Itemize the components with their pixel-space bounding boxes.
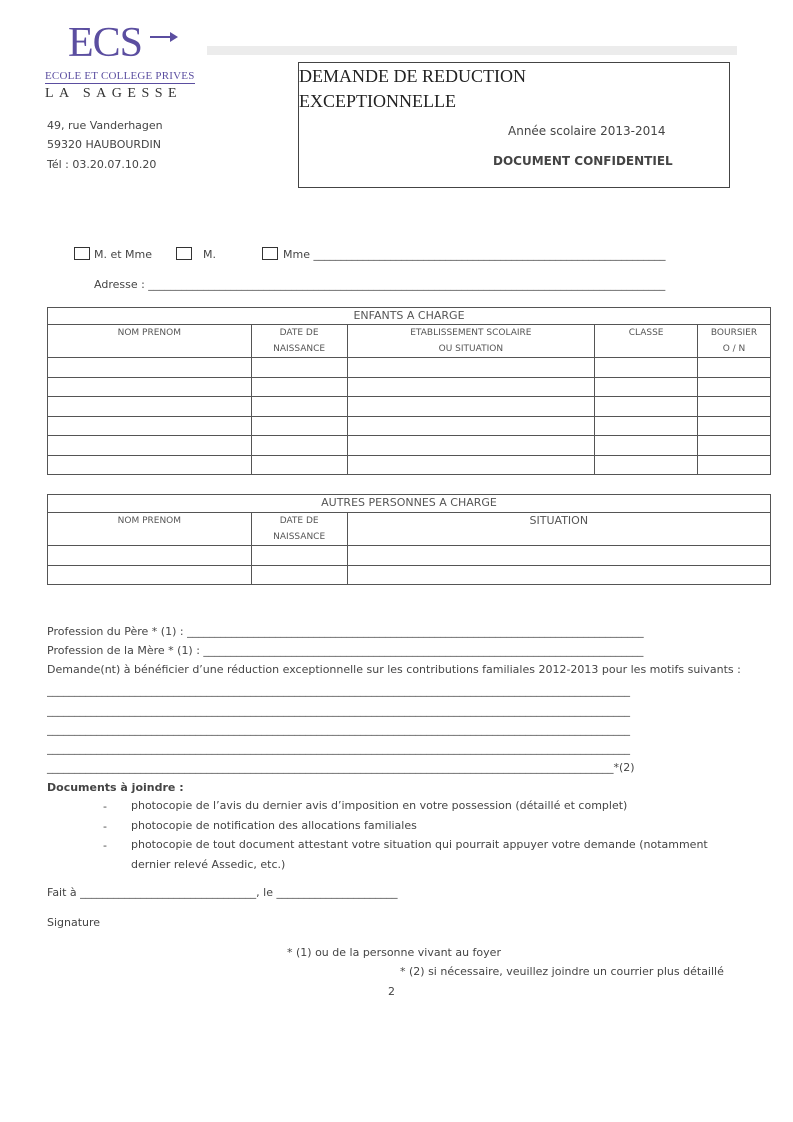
table-cell[interactable] — [347, 417, 595, 436]
others-col-date-naissance — [251, 513, 347, 546]
table-cell[interactable] — [347, 397, 595, 417]
header-bar — [207, 46, 737, 55]
table-cell[interactable] — [48, 378, 252, 397]
col-boursier-line1: BOURSIER — [710, 328, 758, 338]
table-row — [48, 358, 771, 378]
table-cell[interactable] — [595, 397, 698, 417]
footnote-1: * (1) ou de la personne vivant au foyer — [287, 946, 501, 959]
col-etab-line1: ETABLISSEMENT SCOLAIRE — [410, 328, 532, 338]
table-cell[interactable] — [595, 417, 698, 436]
table-cell[interactable] — [251, 358, 347, 378]
document-item-1: photocopie de l’avis du dernier avis d’imposition en votre possession (détaillé et complet) — [131, 799, 628, 812]
field-mme[interactable]: Mme ________________________________________________________________ — [283, 248, 666, 261]
label-m: M. — [203, 248, 216, 261]
reason-line-4[interactable]: __________________________________________________________________________________________________________ — [47, 742, 630, 755]
children-table-title: ENFANTS A CHARGE — [48, 308, 771, 325]
signature-label: Signature — [47, 916, 101, 929]
others-table-title: AUTRES PERSONNES A CHARGE — [48, 495, 771, 513]
col-nom-prenom: NOM PRENOM — [48, 325, 252, 358]
father-profession-field[interactable]: Profession du Père * (1) : ___________________________________________________________________________________ — [47, 625, 644, 638]
table-cell[interactable] — [698, 436, 771, 456]
school-year: Année scolaire 2013-2014 — [508, 124, 666, 138]
table-cell[interactable] — [698, 378, 771, 397]
others-col-situation: SITUATION — [347, 513, 770, 546]
table-cell[interactable] — [251, 436, 347, 456]
others-col-date-line1: DATE DE — [279, 516, 319, 526]
table-cell[interactable] — [347, 358, 595, 378]
table-cell[interactable] — [698, 358, 771, 378]
table-cell[interactable] — [698, 417, 771, 436]
field-address[interactable]: Adresse : ______________________________________________________________________________________________ — [94, 278, 666, 291]
bullet-dash: - — [103, 800, 107, 813]
table-cell[interactable] — [48, 397, 252, 417]
logo-subname: LA SAGESSE — [45, 86, 183, 101]
table-cell[interactable] — [698, 456, 771, 475]
bullet-dash: - — [103, 820, 107, 833]
footnote-2: * (2) si nécessaire, veuillez joindre un courrier plus détaillé — [400, 965, 724, 978]
table-cell[interactable] — [347, 378, 595, 397]
table-cell[interactable] — [347, 456, 595, 475]
col-classe: CLASSE — [595, 325, 698, 358]
table-cell[interactable] — [595, 456, 698, 475]
table-row — [48, 397, 771, 417]
table-cell[interactable] — [48, 456, 252, 475]
address-city: 59320 HAUBOURDIN — [47, 138, 161, 151]
page-title: DEMANDE DE REDUCTION EXCEPTIONNELLE — [299, 66, 526, 111]
table-cell[interactable] — [595, 358, 698, 378]
table-row — [48, 436, 771, 456]
reason-line-3[interactable]: __________________________________________________________________________________________________________ — [47, 723, 630, 736]
table-cell[interactable] — [48, 436, 252, 456]
address-street: 49, rue Vanderhagen — [47, 119, 163, 132]
table-cell[interactable] — [347, 566, 770, 585]
table-cell[interactable] — [595, 436, 698, 456]
reason-line-2[interactable]: __________________________________________________________________________________________________________ — [47, 704, 630, 717]
table-row — [48, 378, 771, 397]
others-col-date-line2: NAISSANCE — [273, 532, 326, 542]
col-etab-line2: OU SITUATION — [438, 344, 504, 354]
table-cell[interactable] — [347, 436, 595, 456]
col-boursier-line2: O / N — [722, 344, 746, 354]
table-row — [48, 546, 771, 566]
col-etablissement — [347, 325, 595, 358]
document-item-3: photocopie de tout document attestant votre situation qui pourrait appuyer votre demande (notamment dernier relevé Assedic, etc.) — [131, 838, 708, 871]
mother-profession-field[interactable]: Profession de la Mère * (1) : ________________________________________________________________________________ — [47, 644, 644, 657]
logo-arrowhead-icon — [170, 32, 178, 42]
bullet-dash: - — [103, 839, 107, 852]
page-number: 2 — [388, 985, 395, 998]
logo-school-name: ECOLE ET COLLEGE PRIVES — [45, 70, 195, 82]
document-item-2: photocopie de notification des allocations familiales — [131, 819, 417, 832]
documents-heading: Documents à joindre : — [47, 781, 184, 794]
label-m-et-mme: M. et Mme — [94, 248, 153, 261]
checkbox-mme[interactable] — [262, 247, 278, 260]
col-date-line1: DATE DE — [279, 328, 319, 338]
table-row — [48, 456, 771, 475]
children-table — [47, 307, 771, 475]
table-cell[interactable] — [595, 378, 698, 397]
checkbox-m[interactable] — [176, 247, 192, 260]
table-cell[interactable] — [251, 417, 347, 436]
reason-line-1[interactable]: __________________________________________________________________________________________________________ — [47, 684, 630, 697]
table-cell[interactable] — [347, 546, 770, 566]
table-cell[interactable] — [251, 546, 347, 566]
request-text: Demande(nt) à bénéficier d’une réduction exceptionnelle sur les contributions familiales 2012-2013 pour les motifs suivants : — [47, 663, 741, 676]
col-date-naissance — [251, 325, 347, 358]
confidential-label: DOCUMENT CONFIDENTIEL — [493, 154, 673, 168]
table-cell[interactable] — [251, 378, 347, 397]
col-date-line2: NAISSANCE — [273, 344, 326, 354]
others-col-nom-prenom: NOM PRENOM — [48, 513, 252, 546]
table-cell[interactable] — [48, 546, 252, 566]
table-cell[interactable] — [251, 566, 347, 585]
table-cell[interactable] — [251, 456, 347, 475]
table-cell[interactable] — [48, 358, 252, 378]
table-cell[interactable] — [698, 397, 771, 417]
table-row — [48, 566, 771, 585]
logo-divider — [45, 83, 195, 84]
table-cell[interactable] — [48, 566, 252, 585]
fait-a-field[interactable]: Fait à ________________________________, le ______________________ — [47, 886, 398, 899]
others-table — [47, 494, 771, 585]
table-cell[interactable] — [251, 397, 347, 417]
logo-mark: ECS — [68, 20, 143, 66]
reason-line-5[interactable]: _______________________________________________________________________________________________________*(2) — [47, 761, 635, 774]
col-boursier — [698, 325, 771, 358]
checkbox-m-et-mme[interactable] — [74, 247, 90, 260]
table-row — [48, 417, 771, 436]
address-phone: Tél : 03.20.07.10.20 — [47, 158, 157, 171]
table-cell[interactable] — [48, 417, 252, 436]
